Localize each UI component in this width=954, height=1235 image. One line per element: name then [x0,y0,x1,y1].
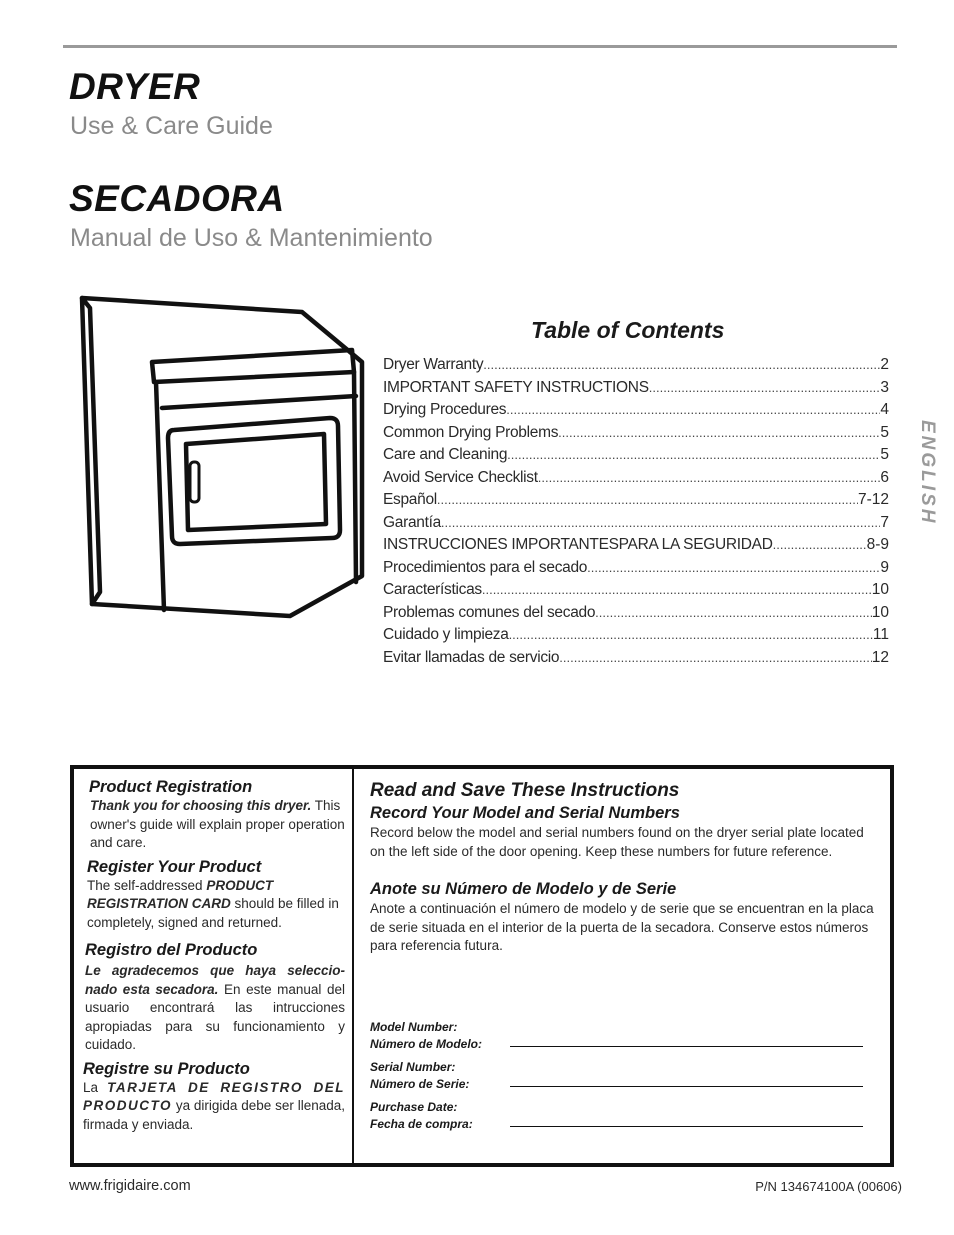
toc-item-label: Drying Procedures [383,401,507,418]
toc-item-page: 6 [880,468,889,486]
serial-number-field[interactable] [370,1059,870,1099]
toc-item-label: Common Drying Problems [383,423,559,441]
toc-item-page: 7-12 [857,491,889,508]
field-label-es: Fecha de compra: [370,1117,473,1131]
field-line [510,1046,863,1047]
toc-item-label: Care and Cleaning [383,446,508,463]
toc-item[interactable] [383,469,889,492]
dryer-illustration [62,280,372,620]
section-text [83,1079,345,1135]
section-heading: Register Your Product [87,857,262,876]
section-bold-text: Thank you for choosing this dryer. [90,798,312,813]
model-number-field[interactable] [370,1019,870,1059]
toc-leader-dots [649,380,881,395]
toc-leader-dots [437,492,858,507]
toc-item-page: 9 [880,558,889,576]
toc-item-label: Garantía [383,513,441,531]
table-of-contents [383,356,889,671]
toc-item[interactable] [383,401,889,424]
toc-item[interactable] [383,559,889,582]
toc-item-label: Español [383,491,437,508]
section-text [89,797,345,853]
toc-leader-dots [482,582,872,597]
section-bold-text: Le agradecemos que haya seleccio-nado esta secadora. [85,963,345,997]
toc-leader-dots [509,627,873,642]
toc-item[interactable] [383,379,889,402]
subtitle-english: Use & Care Guide [70,112,273,140]
title-english: DRYER [69,66,201,107]
instructions-title: Read and Save These Instructions [370,780,680,801]
field-label-en: Model Number: [370,1020,458,1034]
toc-leader-dots [483,357,880,372]
toc-item-page: 2 [880,356,889,373]
section-text [85,962,345,1055]
registration-box [70,765,894,1167]
toc-leader-dots [773,537,867,552]
language-tab: ENGLISH [917,420,938,526]
registro-producto-section [85,940,345,1055]
toc-item-label: Evitar llamadas de servicio [383,648,560,666]
field-line [510,1126,863,1127]
toc-item-page: 8-9 [866,536,889,553]
toc-item[interactable] [383,536,889,559]
toc-item-label: Avoid Service Checklist [383,468,538,486]
toc-item-page: 11 [872,626,889,643]
toc-item-page: 4 [880,401,889,418]
toc-item[interactable] [383,491,889,514]
toc-item[interactable] [383,626,889,649]
registre-producto-section [83,1059,345,1135]
section-plain-text: should be filled in completely, signed and returned. [87,896,339,930]
field-label-en: Serial Number: [370,1060,456,1074]
toc-item-page: 10 [871,603,889,621]
section-plain-text: ya dirigida debe ser llenada, firmada y enviada. [83,1098,345,1132]
toc-leader-dots [441,515,880,530]
toc-item-page: 5 [880,446,889,463]
toc-leader-dots [595,605,872,620]
toc-item[interactable] [383,446,889,469]
anote-heading: Anote su Número de Modelo y de Serie [370,880,677,898]
toc-item[interactable] [383,424,889,447]
toc-leader-dots [558,425,880,440]
register-product-section [87,857,345,933]
anote-text: Anote a continuación el número de modelo y de serie que se encuentran en la placa de serie situada en el interior de la puerta de la secadora. Conserve estos números para referencia futura. [370,901,874,953]
purchase-date-field[interactable] [370,1099,870,1139]
section-plain-text: The self-addressed [87,877,207,893]
toc-item-page: 7 [880,513,889,531]
toc-item-label: Cuidado y limpieza [383,626,509,643]
section-plain-text: En este manual del usuario encontrará las intrucciones apropiadas para su funcionamiento y cuidado. [85,981,346,1052]
section-bold-text: PRODUCT REGISTRATION CARD [87,877,274,911]
top-rule [63,45,897,48]
product-registration-section [89,777,345,853]
field-label-es: Número de Modelo: [370,1037,483,1051]
toc-leader-dots [507,447,880,462]
section-plain-text: La [83,1079,108,1095]
field-line [510,1086,863,1087]
section-heading: Registro del Producto [85,941,258,959]
toc-item-page: 3 [880,378,889,396]
toc-item-label: INSTRUCCIONES IMPORTANTESPARA LA SEGURIDAD [383,536,773,553]
record-fields [370,1019,870,1139]
toc-item-label: Dryer Warranty [383,356,484,373]
website-link[interactable]: www.frigidaire.com [69,1178,191,1194]
section-text [87,877,345,933]
toc-leader-dots [587,560,880,575]
toc-leader-dots [538,470,881,485]
part-number: P/N 134674100A (00606) [755,1179,902,1194]
toc-leader-dots [559,650,871,665]
record-text: Record below the model and serial numbers found on the dryer serial plate located on the left side of the door opening. Keep these numbers for future reference. [370,825,864,859]
toc-title: Table of Contents [531,317,725,343]
subtitle-spanish: Manual de Uso & Mantenimiento [70,224,433,252]
toc-item[interactable] [383,604,889,627]
toc-item[interactable] [383,581,889,604]
title-spanish: SECADORA [69,178,285,219]
field-label-en: Purchase Date: [370,1100,458,1114]
section-plain-text: This owner's guide will explain proper operation and care. [90,798,345,850]
instructions-panel [370,779,876,956]
field-label-es: Número de Serie: [370,1077,470,1091]
record-heading: Record Your Model and Serial Numbers [370,804,680,822]
section-heading: Product Registration [89,778,253,796]
section-bold-text: TARJETA DE REGISTRO DEL PRODUCTO [83,1079,345,1113]
toc-item[interactable] [383,514,889,537]
toc-item-page: 12 [871,648,889,666]
toc-item-label: Procedimientos para el secado [383,558,588,576]
registration-panel [74,769,354,1163]
toc-item-label: IMPORTANT SAFETY INSTRUCTIONS [383,378,649,396]
section-heading: Registre su Producto [83,1059,250,1078]
toc-item-page: 5 [880,423,889,441]
toc-item-label: Problemas comunes del secado [383,603,596,621]
toc-leader-dots [506,402,880,417]
toc-item[interactable] [383,649,889,672]
toc-item-label: Características [383,581,482,598]
toc-item[interactable] [383,356,889,379]
toc-item-page: 10 [871,581,889,598]
